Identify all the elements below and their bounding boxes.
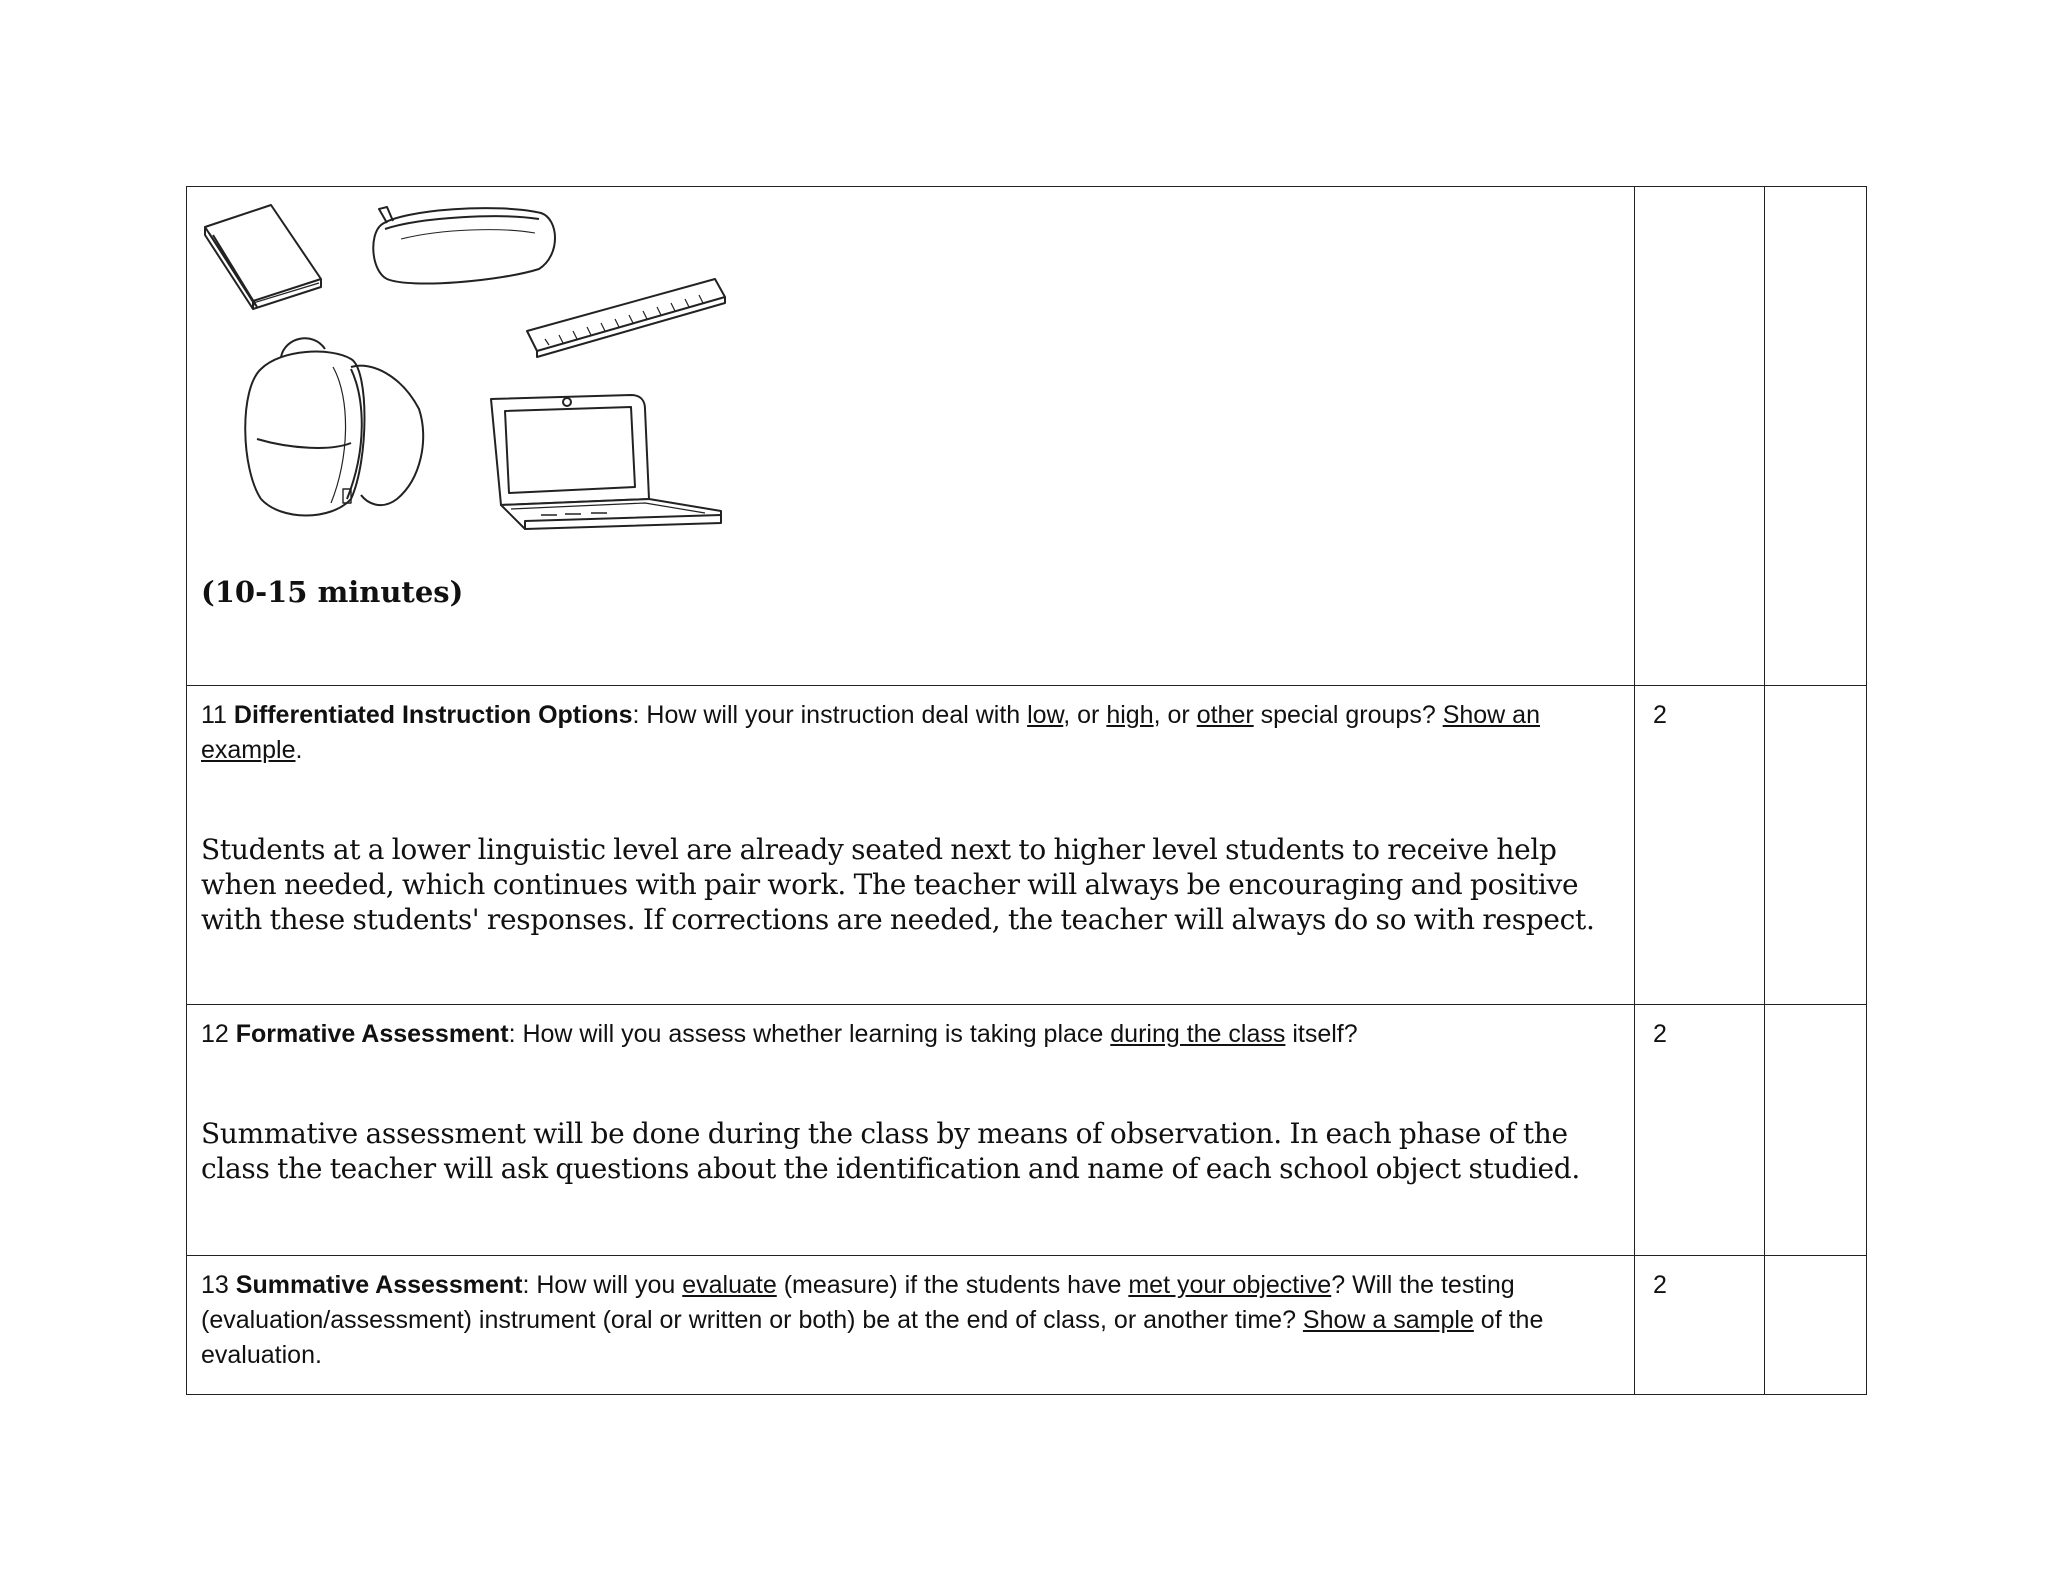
school-supplies-illustration	[201, 199, 741, 539]
table-row	[187, 1256, 1867, 1395]
answer-text: Students at a lower linguistic level are already seated next to higher level students to receive help when needed, which continues with pair work. The teacher will always be encouraging and positive with these students' responses. If corrections are needed, the teacher will always do so with respect.	[201, 833, 1595, 936]
notes-cell	[1765, 187, 1867, 686]
book-icon	[205, 205, 321, 309]
table-row	[187, 187, 1867, 686]
item-heading: Differentiated Instruction Options	[233, 701, 633, 729]
content-cell	[187, 686, 1635, 1005]
ruler-icon	[527, 279, 725, 357]
content-cell	[187, 1256, 1635, 1395]
table-row	[187, 1005, 1867, 1256]
question-prompt: 12 Formative Assessment: How will you assess whether learning is taking place during the class itself?	[201, 1020, 1358, 1048]
score-cell	[1635, 187, 1765, 686]
lesson-plan-table	[186, 186, 1867, 1395]
score-cell	[1635, 1005, 1765, 1256]
score-value: 2	[1653, 1020, 1667, 1048]
table-row	[187, 686, 1867, 1005]
item-number: 13	[201, 1271, 229, 1299]
laptop-icon	[491, 395, 721, 529]
notes-cell	[1765, 686, 1867, 1005]
score-cell	[1635, 1256, 1765, 1395]
pencil-case-icon	[373, 207, 555, 284]
illustration-cell	[187, 187, 1635, 686]
content-cell	[187, 1005, 1635, 1256]
backpack-icon	[245, 338, 423, 515]
item-number: 12	[201, 1020, 229, 1048]
notes-cell	[1765, 1005, 1867, 1256]
notes-cell	[1765, 1256, 1867, 1395]
timing-label: (10-15 minutes)	[201, 575, 464, 609]
score-value: 2	[1653, 1271, 1667, 1299]
question-prompt: 13 Summative Assessment: How will you evaluate (measure) if the students have met your objective? Will the testing (evaluation/assessment) instrument (oral or written or both) be at the end of class, or another time? Show a sample of the evaluation.	[201, 1271, 1544, 1369]
item-number: 11	[201, 701, 227, 729]
score-cell	[1635, 686, 1765, 1005]
score-value: 2	[1653, 701, 1667, 729]
question-prompt: 11 Differentiated Instruction Options: How will your instruction deal with low, or high, or other special groups? Show an example.	[201, 701, 1540, 764]
item-heading: Formative Assessment	[235, 1020, 509, 1048]
answer-text: Summative assessment will be done during the class by means of observation. In each phase of the class the teacher will ask questions about the identification and name of each school object studied.	[201, 1117, 1580, 1185]
item-heading: Summative Assessment	[235, 1271, 523, 1299]
